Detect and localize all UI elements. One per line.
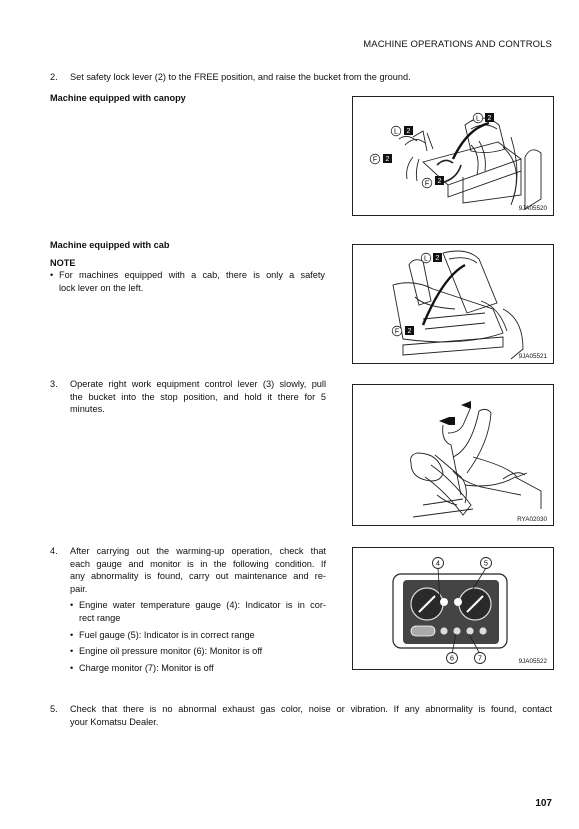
lever-callout: 2 xyxy=(385,156,390,163)
note-title: NOTE xyxy=(50,258,76,268)
cab-note xyxy=(50,269,325,294)
lever-callout: 2 xyxy=(437,178,442,185)
checklist-item xyxy=(70,662,326,675)
checklist xyxy=(70,599,326,674)
text-line: • Fuel gauge (5): Indicator is in correct range xyxy=(79,629,255,640)
step-text xyxy=(70,545,326,674)
step-4 xyxy=(50,545,326,674)
figure-code: 9JA05520 xyxy=(518,205,547,212)
page-number: 107 xyxy=(535,798,552,809)
lever-illustration xyxy=(353,385,553,525)
callout-5: 5 xyxy=(484,560,488,568)
gauge-illustration xyxy=(353,548,553,669)
lock-callout: L xyxy=(394,128,398,136)
lever-callout: 2 xyxy=(406,128,411,135)
text-line: each gauge and monitor is in the following condition. If xyxy=(70,558,326,569)
step-number: 5. xyxy=(50,704,58,714)
note-line: lock lever on the left. xyxy=(59,282,144,293)
text-line: pair. xyxy=(70,583,88,594)
text-line: the bucket into the stop position, and hold it there for 5 xyxy=(70,391,326,402)
text-line: Check that there is no abnormal exhaust gas color, noise or vibration. If any abnormality is found, contact xyxy=(70,704,552,714)
text-line: After carrying out the warming-up operation, check that xyxy=(70,546,326,556)
step-2 xyxy=(50,71,550,84)
text-line: • Engine oil pressure monitor (6): Monitor is off xyxy=(79,646,263,657)
step-number: 4. xyxy=(50,546,58,556)
text-line: • Engine water temperature gauge (4): Indicator is in cor- xyxy=(79,600,326,611)
lever-callout: 2 xyxy=(487,115,492,122)
callout-6: 6 xyxy=(450,655,454,663)
text-line: rect range xyxy=(79,612,121,623)
figure-code: 9JA05522 xyxy=(518,658,547,665)
callout-4: 4 xyxy=(436,560,440,568)
step-5 xyxy=(50,703,552,728)
note-bullet xyxy=(50,269,325,294)
control-lever-figure xyxy=(352,384,554,526)
text-line: any abnormality is found, carry out maintenance and re- xyxy=(70,571,326,582)
figure-code: 9JA05521 xyxy=(518,353,547,360)
free-callout: F xyxy=(394,328,400,336)
canopy-illustration xyxy=(353,97,553,215)
step-text: Set safety lock lever (2) to the FREE position, and raise the bucket from the ground. xyxy=(70,72,411,82)
step-number: 3. xyxy=(50,379,58,389)
lever-callout: 2 xyxy=(407,328,412,335)
cab-lever-figure xyxy=(352,244,554,364)
checklist-item xyxy=(70,599,326,624)
text-line: • Charge monitor (7): Monitor is off xyxy=(79,662,214,673)
cab-heading: Machine equipped with cab xyxy=(50,240,170,250)
step-text xyxy=(70,378,326,416)
step-3 xyxy=(50,378,326,416)
lock-callout: L xyxy=(424,255,428,263)
lock-callout: L xyxy=(476,115,480,123)
lever-callout: 2 xyxy=(435,255,440,262)
step-number: 2. xyxy=(50,72,58,82)
canopy-lever-figure xyxy=(352,96,554,216)
free-callout: F xyxy=(424,180,430,188)
figure-code: RYA02030 xyxy=(517,516,547,523)
text-line: Operate right work equipment control lever (3) slowly, pull xyxy=(70,379,326,389)
checklist-item xyxy=(70,645,326,658)
gauge-panel-figure xyxy=(352,547,554,670)
checklist-item xyxy=(70,629,326,642)
step-text xyxy=(70,703,552,728)
text-line: your Komatsu Dealer. xyxy=(70,716,159,727)
free-callout: F xyxy=(372,156,378,164)
callout-7: 7 xyxy=(478,655,482,663)
text-line: minutes. xyxy=(70,404,105,415)
canopy-heading: Machine equipped with canopy xyxy=(50,93,186,103)
note-line: • For machines equipped with a cab, there is only a safety xyxy=(59,270,325,280)
running-header: MACHINE OPERATIONS AND CONTROLS xyxy=(363,39,552,50)
cab-illustration xyxy=(353,245,553,363)
